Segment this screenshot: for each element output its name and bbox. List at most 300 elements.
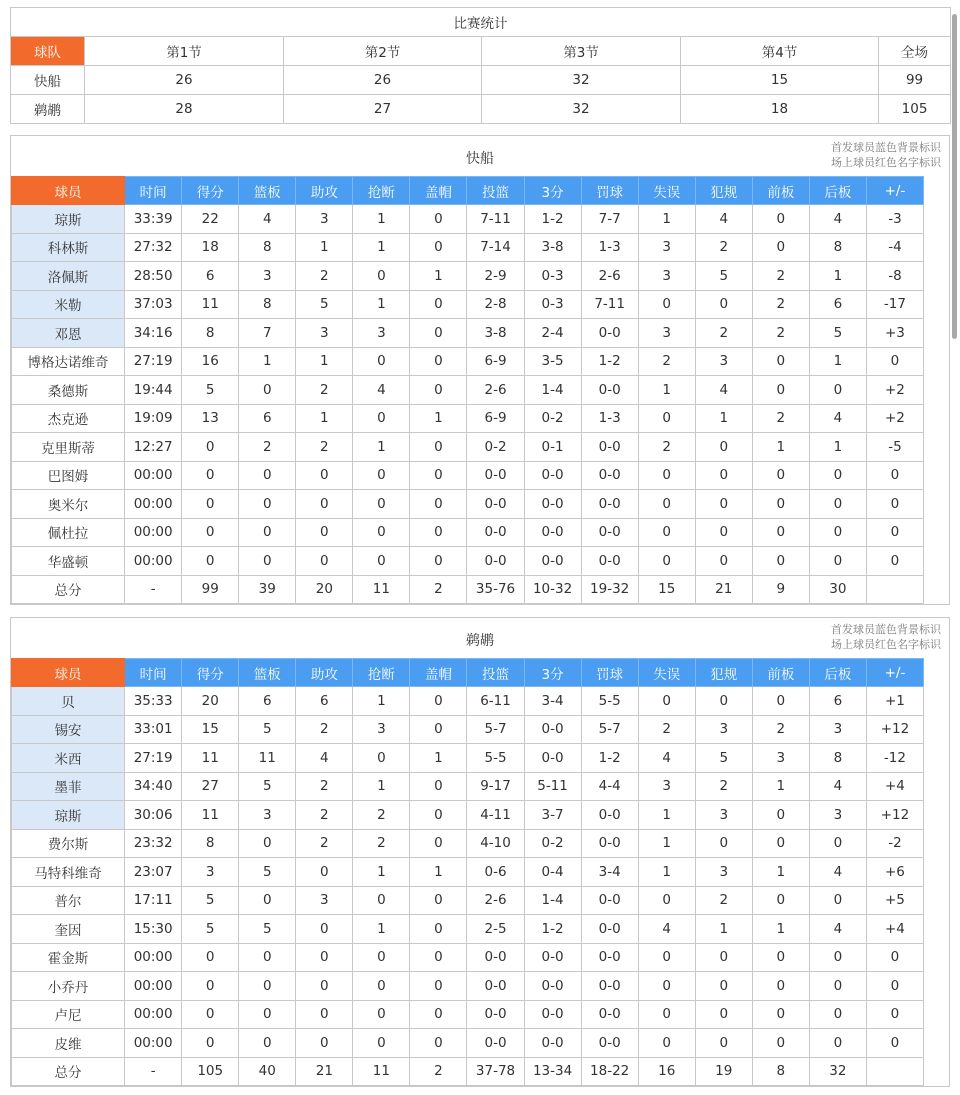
- cell-fouls: 2: [695, 772, 752, 801]
- header-plus-minus: +/-: [866, 659, 923, 687]
- total-three-pt: 13-34: [524, 1057, 581, 1086]
- cell-fouls: 4: [695, 205, 752, 234]
- cell-fg: 0-0: [467, 972, 524, 1001]
- cell-off-reb: 1: [752, 772, 809, 801]
- header-points: 得分: [182, 659, 239, 687]
- header-fg: 投篮: [467, 659, 524, 687]
- cell-ft: 0-0: [581, 547, 638, 576]
- cell-minutes: 34:16: [125, 319, 182, 348]
- cell-three-pt: 0-0: [524, 1029, 581, 1058]
- cell-fouls: 0: [695, 972, 752, 1001]
- cell-fouls: 3: [695, 801, 752, 830]
- total-minutes: -: [125, 1057, 182, 1086]
- cell-def-reb: 1: [809, 433, 866, 462]
- cell-steals: 4: [353, 376, 410, 405]
- header-steals: 抢断: [353, 177, 410, 205]
- cell-minutes: 30:06: [125, 801, 182, 830]
- page-scrollbar[interactable]: [952, 14, 957, 339]
- cell-ft: 0-0: [581, 943, 638, 972]
- cell-rebounds: 5: [239, 915, 296, 944]
- cell-fg: 7-11: [467, 205, 524, 234]
- cell-def-reb: 0: [809, 547, 866, 576]
- total-fouls: 21: [695, 575, 752, 604]
- cell-three-pt: 0-0: [524, 744, 581, 773]
- total-off-reb: 8: [752, 1057, 809, 1086]
- cell-player: 普尔: [12, 886, 125, 915]
- cell-points: 11: [182, 290, 239, 319]
- cell-ft: 0-0: [581, 490, 638, 519]
- cell-plus-minus: 0: [866, 347, 923, 376]
- cell-fg: 2-6: [467, 376, 524, 405]
- header-fouls: 犯规: [695, 177, 752, 205]
- header-three-pt: 3分: [524, 177, 581, 205]
- cell-assists: 0: [296, 1000, 353, 1029]
- cell-def-reb: 0: [809, 1029, 866, 1058]
- cell-assists: 3: [296, 886, 353, 915]
- cell-points: 0: [182, 433, 239, 462]
- cell-three-pt: 1-4: [524, 886, 581, 915]
- cell-points: 5: [182, 915, 239, 944]
- cell-plus-minus: +2: [866, 404, 923, 433]
- cell-points: 0: [182, 972, 239, 1001]
- cell-points: 13: [182, 404, 239, 433]
- cell-off-reb: 1: [752, 858, 809, 887]
- cell-fouls: 5: [695, 262, 752, 291]
- cell-fg: 0-0: [467, 547, 524, 576]
- cell-assists: 0: [296, 518, 353, 547]
- cell-def-reb: 0: [809, 1000, 866, 1029]
- table-row: [12, 433, 924, 462]
- cell-ft: 0-0: [581, 972, 638, 1001]
- cell-assists: 4: [296, 744, 353, 773]
- header-points: 得分: [182, 177, 239, 205]
- cell-ft: 0-0: [581, 376, 638, 405]
- cell-player: 小乔丹: [12, 972, 125, 1001]
- cell-def-reb: 0: [809, 490, 866, 519]
- legend-oncourt: 场上球员红色名字标识: [831, 156, 941, 169]
- header-three-pt: 3分: [524, 659, 581, 687]
- cell-def-reb: 4: [809, 915, 866, 944]
- cell-rebounds: 5: [239, 715, 296, 744]
- table-row: [12, 886, 924, 915]
- summary-q4: 18: [681, 95, 879, 124]
- cell-rebounds: 3: [239, 262, 296, 291]
- cell-three-pt: 1-2: [524, 915, 581, 944]
- cell-fg: 0-0: [467, 943, 524, 972]
- table-row: [12, 404, 924, 433]
- total-minutes: -: [125, 575, 182, 604]
- cell-plus-minus: -5: [866, 433, 923, 462]
- table-row: [12, 205, 924, 234]
- cell-turnovers: 0: [638, 972, 695, 1001]
- cell-three-pt: 0-3: [524, 290, 581, 319]
- cell-player: 克里斯蒂: [12, 433, 125, 462]
- cell-turnovers: 0: [638, 461, 695, 490]
- cell-points: 6: [182, 262, 239, 291]
- cell-player: 琼斯: [12, 801, 125, 830]
- summary-header-q4: 第4节: [681, 37, 879, 66]
- cell-blocks: 0: [410, 886, 467, 915]
- table-row: [12, 801, 924, 830]
- table-row: [12, 518, 924, 547]
- header-minutes: 时间: [125, 659, 182, 687]
- cell-assists: 3: [296, 205, 353, 234]
- cell-points: 11: [182, 744, 239, 773]
- header-turnovers: 失误: [638, 659, 695, 687]
- cell-points: 0: [182, 461, 239, 490]
- cell-plus-minus: +2: [866, 376, 923, 405]
- cell-fouls: 3: [695, 347, 752, 376]
- cell-blocks: 0: [410, 376, 467, 405]
- summary-q2: 26: [284, 66, 482, 95]
- header-turnovers: 失误: [638, 177, 695, 205]
- cell-blocks: 0: [410, 1000, 467, 1029]
- score-summary-table: [10, 7, 951, 124]
- cell-plus-minus: +1: [866, 687, 923, 716]
- cell-points: 0: [182, 1000, 239, 1029]
- cell-plus-minus: -12: [866, 744, 923, 773]
- cell-minutes: 15:30: [125, 915, 182, 944]
- cell-turnovers: 3: [638, 262, 695, 291]
- cell-blocks: 1: [410, 262, 467, 291]
- cell-assists: 5: [296, 290, 353, 319]
- cell-def-reb: 0: [809, 461, 866, 490]
- cell-ft: 4-4: [581, 772, 638, 801]
- cell-plus-minus: +4: [866, 772, 923, 801]
- total-plus-minus: [866, 575, 923, 604]
- cell-player: 琼斯: [12, 205, 125, 234]
- cell-fg: 7-14: [467, 233, 524, 262]
- cell-off-reb: 0: [752, 972, 809, 1001]
- cell-minutes: 00:00: [125, 518, 182, 547]
- cell-assists: 0: [296, 547, 353, 576]
- table-row: [12, 319, 924, 348]
- summary-row: [11, 66, 951, 95]
- cell-plus-minus: +12: [866, 801, 923, 830]
- cell-fg: 6-11: [467, 687, 524, 716]
- cell-minutes: 37:03: [125, 290, 182, 319]
- cell-def-reb: 1: [809, 347, 866, 376]
- cell-turnovers: 1: [638, 858, 695, 887]
- cell-fouls: 0: [695, 547, 752, 576]
- cell-fouls: 0: [695, 290, 752, 319]
- cell-assists: 6: [296, 687, 353, 716]
- table-row: [12, 262, 924, 291]
- cell-turnovers: 0: [638, 943, 695, 972]
- header-blocks: 盖帽: [410, 659, 467, 687]
- cell-minutes: 00:00: [125, 943, 182, 972]
- cell-player: 博格达诺维奇: [12, 347, 125, 376]
- cell-rebounds: 7: [239, 319, 296, 348]
- cell-ft: 0-0: [581, 829, 638, 858]
- cell-steals: 1: [353, 687, 410, 716]
- cell-blocks: 0: [410, 687, 467, 716]
- table-row: [12, 1029, 924, 1058]
- cell-three-pt: 1-2: [524, 205, 581, 234]
- cell-minutes: 27:19: [125, 744, 182, 773]
- cell-blocks: 0: [410, 290, 467, 319]
- total-fg: 35-76: [467, 575, 524, 604]
- cell-steals: 1: [353, 433, 410, 462]
- cell-plus-minus: -2: [866, 829, 923, 858]
- table-row: [12, 687, 924, 716]
- cell-ft: 0-0: [581, 518, 638, 547]
- cell-three-pt: 5-11: [524, 772, 581, 801]
- cell-three-pt: 0-0: [524, 715, 581, 744]
- cell-steals: 0: [353, 972, 410, 1001]
- cell-plus-minus: 0: [866, 547, 923, 576]
- cell-three-pt: 0-0: [524, 943, 581, 972]
- summary-header-total: 全场: [879, 37, 951, 66]
- cell-fouls: 2: [695, 886, 752, 915]
- cell-steals: 0: [353, 461, 410, 490]
- cell-points: 27: [182, 772, 239, 801]
- cell-ft: 1-2: [581, 744, 638, 773]
- cell-rebounds: 0: [239, 376, 296, 405]
- cell-turnovers: 0: [638, 687, 695, 716]
- total-ft: 19-32: [581, 575, 638, 604]
- summary-q1: 28: [85, 95, 284, 124]
- cell-steals: 2: [353, 801, 410, 830]
- cell-minutes: 23:32: [125, 829, 182, 858]
- cell-plus-minus: 0: [866, 972, 923, 1001]
- cell-turnovers: 2: [638, 433, 695, 462]
- cell-fg: 6-9: [467, 404, 524, 433]
- cell-fg: 9-17: [467, 772, 524, 801]
- cell-turnovers: 1: [638, 801, 695, 830]
- total-rebounds: 40: [239, 1057, 296, 1086]
- cell-three-pt: 2-4: [524, 319, 581, 348]
- header-rebounds: 篮板: [239, 177, 296, 205]
- cell-player: 马特科维奇: [12, 858, 125, 887]
- cell-minutes: 00:00: [125, 1029, 182, 1058]
- cell-rebounds: 0: [239, 518, 296, 547]
- stats-header-row: [12, 659, 924, 687]
- cell-plus-minus: -4: [866, 233, 923, 262]
- cell-off-reb: 0: [752, 547, 809, 576]
- cell-blocks: 0: [410, 972, 467, 1001]
- cell-rebounds: 8: [239, 233, 296, 262]
- cell-steals: 0: [353, 547, 410, 576]
- cell-def-reb: 3: [809, 801, 866, 830]
- cell-player: 卢尼: [12, 1000, 125, 1029]
- cell-blocks: 0: [410, 915, 467, 944]
- cell-player: 贝: [12, 687, 125, 716]
- cell-minutes: 00:00: [125, 547, 182, 576]
- summary-header-q2: 第2节: [284, 37, 482, 66]
- summary-header-team: 球队: [11, 37, 85, 66]
- summary-q3: 32: [482, 66, 681, 95]
- cell-minutes: 00:00: [125, 972, 182, 1001]
- table-row: [12, 376, 924, 405]
- cell-three-pt: 0-0: [524, 1000, 581, 1029]
- cell-player: 邓恩: [12, 319, 125, 348]
- cell-ft: 0-0: [581, 915, 638, 944]
- cell-off-reb: 0: [752, 205, 809, 234]
- total-off-reb: 9: [752, 575, 809, 604]
- header-plus-minus: +/-: [866, 177, 923, 205]
- cell-assists: 0: [296, 490, 353, 519]
- cell-player: 巴图姆: [12, 461, 125, 490]
- cell-rebounds: 8: [239, 290, 296, 319]
- cell-steals: 1: [353, 233, 410, 262]
- header-assists: 助攻: [296, 177, 353, 205]
- table-row: [12, 715, 924, 744]
- cell-fouls: 1: [695, 404, 752, 433]
- cell-assists: 3: [296, 319, 353, 348]
- cell-fouls: 0: [695, 433, 752, 462]
- cell-plus-minus: +4: [866, 915, 923, 944]
- cell-off-reb: 2: [752, 262, 809, 291]
- cell-blocks: 0: [410, 490, 467, 519]
- cell-ft: 1-3: [581, 233, 638, 262]
- cell-three-pt: 0-0: [524, 490, 581, 519]
- cell-off-reb: 0: [752, 886, 809, 915]
- cell-blocks: 0: [410, 801, 467, 830]
- cell-off-reb: 2: [752, 290, 809, 319]
- cell-three-pt: 0-3: [524, 262, 581, 291]
- cell-rebounds: 3: [239, 801, 296, 830]
- cell-def-reb: 8: [809, 744, 866, 773]
- total-turnovers: 15: [638, 575, 695, 604]
- cell-ft: 0-0: [581, 319, 638, 348]
- cell-minutes: 12:27: [125, 433, 182, 462]
- cell-ft: 0-0: [581, 1029, 638, 1058]
- cell-def-reb: 0: [809, 376, 866, 405]
- cell-def-reb: 6: [809, 290, 866, 319]
- table-row: [12, 829, 924, 858]
- cell-off-reb: 0: [752, 490, 809, 519]
- cell-blocks: 0: [410, 205, 467, 234]
- cell-assists: 0: [296, 915, 353, 944]
- table-row: [12, 943, 924, 972]
- total-plus-minus: [866, 1057, 923, 1086]
- cell-steals: 0: [353, 490, 410, 519]
- cell-off-reb: 0: [752, 1000, 809, 1029]
- cell-turnovers: 1: [638, 829, 695, 858]
- total-steals: 11: [353, 575, 410, 604]
- cell-def-reb: 4: [809, 858, 866, 887]
- cell-blocks: 0: [410, 233, 467, 262]
- cell-three-pt: 3-4: [524, 687, 581, 716]
- cell-fg: 2-9: [467, 262, 524, 291]
- cell-fouls: 0: [695, 461, 752, 490]
- cell-steals: 0: [353, 1000, 410, 1029]
- cell-off-reb: 0: [752, 943, 809, 972]
- cell-fouls: 0: [695, 490, 752, 519]
- cell-turnovers: 0: [638, 518, 695, 547]
- cell-blocks: 0: [410, 433, 467, 462]
- cell-player: 科林斯: [12, 233, 125, 262]
- total-fg: 37-78: [467, 1057, 524, 1086]
- total-assists: 21: [296, 1057, 353, 1086]
- cell-player: 霍金斯: [12, 943, 125, 972]
- header-def-reb: 后板: [809, 177, 866, 205]
- cell-off-reb: 0: [752, 687, 809, 716]
- cell-turnovers: 1: [638, 376, 695, 405]
- team-title: 鹈鹕: [466, 633, 494, 649]
- cell-steals: 1: [353, 205, 410, 234]
- cell-turnovers: 0: [638, 1029, 695, 1058]
- cell-assists: 0: [296, 858, 353, 887]
- cell-three-pt: 0-1: [524, 433, 581, 462]
- header-steals: 抢断: [353, 659, 410, 687]
- cell-three-pt: 0-0: [524, 547, 581, 576]
- cell-plus-minus: +6: [866, 858, 923, 887]
- cell-ft: 1-2: [581, 347, 638, 376]
- cell-plus-minus: -17: [866, 290, 923, 319]
- cell-blocks: 0: [410, 829, 467, 858]
- cell-plus-minus: 0: [866, 1029, 923, 1058]
- cell-off-reb: 1: [752, 433, 809, 462]
- cell-def-reb: 0: [809, 518, 866, 547]
- cell-rebounds: 4: [239, 205, 296, 234]
- cell-fouls: 0: [695, 687, 752, 716]
- cell-player: 锡安: [12, 715, 125, 744]
- cell-rebounds: 2: [239, 433, 296, 462]
- cell-fg: 5-7: [467, 715, 524, 744]
- total-rebounds: 39: [239, 575, 296, 604]
- cell-turnovers: 0: [638, 1000, 695, 1029]
- cell-turnovers: 0: [638, 490, 695, 519]
- cell-def-reb: 0: [809, 943, 866, 972]
- cell-off-reb: 0: [752, 233, 809, 262]
- cell-three-pt: 3-7: [524, 801, 581, 830]
- cell-plus-minus: +12: [866, 715, 923, 744]
- cell-blocks: 0: [410, 518, 467, 547]
- cell-assists: 1: [296, 404, 353, 433]
- cell-rebounds: 1: [239, 347, 296, 376]
- cell-off-reb: 0: [752, 1029, 809, 1058]
- cell-def-reb: 1: [809, 262, 866, 291]
- cell-blocks: 1: [410, 744, 467, 773]
- total-ft: 18-22: [581, 1057, 638, 1086]
- cell-three-pt: 0-2: [524, 404, 581, 433]
- cell-turnovers: 0: [638, 404, 695, 433]
- header-off-reb: 前板: [752, 659, 809, 687]
- header-assists: 助攻: [296, 659, 353, 687]
- cell-turnovers: 3: [638, 772, 695, 801]
- cell-rebounds: 5: [239, 772, 296, 801]
- cell-turnovers: 0: [638, 290, 695, 319]
- cell-three-pt: 1-4: [524, 376, 581, 405]
- table-row: [12, 915, 924, 944]
- cell-steals: 0: [353, 943, 410, 972]
- cell-steals: 1: [353, 915, 410, 944]
- cell-points: 16: [182, 347, 239, 376]
- cell-off-reb: 0: [752, 801, 809, 830]
- total-steals: 11: [353, 1057, 410, 1086]
- total-row: [12, 1057, 924, 1086]
- table-row: [12, 744, 924, 773]
- table-row: [12, 772, 924, 801]
- cell-fouls: 5: [695, 744, 752, 773]
- cell-blocks: 1: [410, 404, 467, 433]
- cell-assists: 2: [296, 829, 353, 858]
- summary-team: 快船: [11, 66, 85, 95]
- cell-assists: 0: [296, 1029, 353, 1058]
- stats-header-row: [12, 177, 924, 205]
- cell-rebounds: 0: [239, 547, 296, 576]
- cell-steals: 3: [353, 319, 410, 348]
- cell-off-reb: 3: [752, 744, 809, 773]
- cell-ft: 7-7: [581, 205, 638, 234]
- cell-def-reb: 5: [809, 319, 866, 348]
- table-row: [12, 490, 924, 519]
- cell-fg: 0-0: [467, 518, 524, 547]
- cell-plus-minus: 0: [866, 518, 923, 547]
- cell-fg: 0-0: [467, 490, 524, 519]
